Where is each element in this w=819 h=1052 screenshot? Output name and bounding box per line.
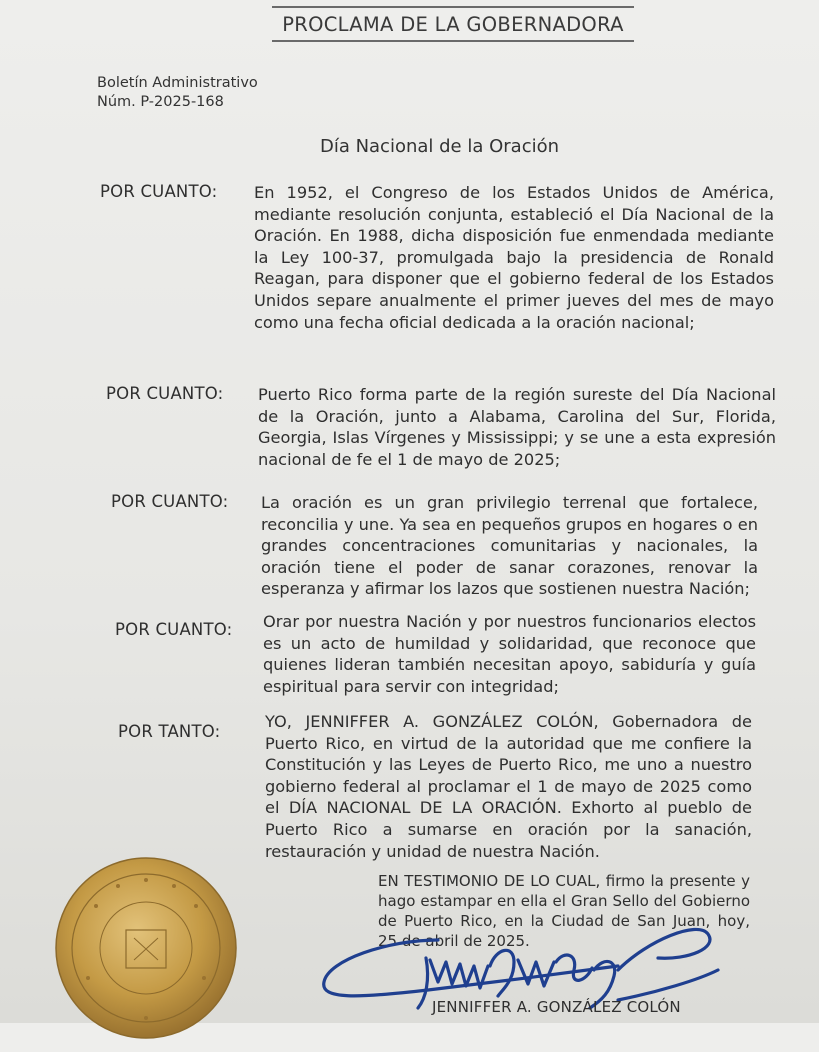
gold-seal-icon [44, 848, 248, 1052]
clause-label: POR CUANTO: [100, 182, 218, 201]
bulletin-info [97, 74, 258, 112]
clause-text: En 1952, el Congreso de los Estados Unidos de América, mediante resolución conjunta, estableció el Día Nacional de la Oración. En 1988, dicha disposición fue enmendada mediante la Ley 100-37, promulgada bajo la presidencia de Ronald Reagan, para disponer que el gobierno federal de los Estados Unidos separe anualmente el primer jueves del mes de mayo como una fecha oficial dedicada a la oración nacional; [254, 183, 774, 332]
bulletin-number: Núm. P-2025-168 [97, 94, 224, 110]
clause-text: Puerto Rico forma parte de la región sureste del Día Nacional de la Oración, junto a Alabama, Carolina del Sur, Florida, Georgia, Islas Vírgenes y Mississippi; y se une a esta expresión nacional de fe el 1 de mayo de 2025; [258, 385, 776, 469]
proclamation-title-text: PROCLAMA DE LA GOBERNADORA [282, 12, 624, 36]
bulletin-label: Boletín Administrativo [97, 75, 258, 91]
clause-label: POR CUANTO: [115, 620, 233, 639]
signatory-name: JENNIFFER A. GONZÁLEZ COLÓN [432, 998, 681, 1016]
clause-text: YO, JENNIFFER A. GONZÁLEZ COLÓN, Gobernadora de Puerto Rico, en virtud de la autoridad que me confiere la Constitución y las Leyes de Puerto Rico, me uno a nuestro gobierno federal al proclamar el 1 de mayo de 2025 como el DÍA NACIONAL DE LA ORACIÓN. Exhorto al pueblo de Puerto Rico a sumarse en oración por la sanación, restauración y unidad de nuestra Nación. [265, 712, 752, 861]
clause-label: POR TANTO: [118, 722, 221, 741]
clause-text: La oración es un gran privilegio terrenal que fortalece, reconcilia y une. Ya sea en pequeños grupos en hogares o en grandes concentraciones comunitarias y nacionales, la oración tiene el poder de sanar corazones, renovar la esperanza y afirmar los lazos que sostienen nuestra Nación; [261, 493, 758, 599]
clause-text: Orar por nuestra Nación y por nuestros funcionarios electos es un acto de humildad y solidaridad, que reconoce que quienes lideran también necesitan apoyo, sabiduría y guía espiritual para servir con integridad; [263, 612, 756, 696]
proclamation-title [272, 6, 634, 42]
clause-label: POR CUANTO: [111, 492, 229, 511]
clause-label: POR CUANTO: [106, 384, 224, 403]
document-subject: Día Nacional de la Oración [319, 136, 560, 157]
testimony-paragraph: EN TESTIMONIO DE LO CUAL, firmo la presente y hago estampar en ella el Gran Sello del Gobierno de Puerto Rico, en la Ciudad de San Juan, hoy, 25 de abril de 2025. [378, 872, 750, 950]
